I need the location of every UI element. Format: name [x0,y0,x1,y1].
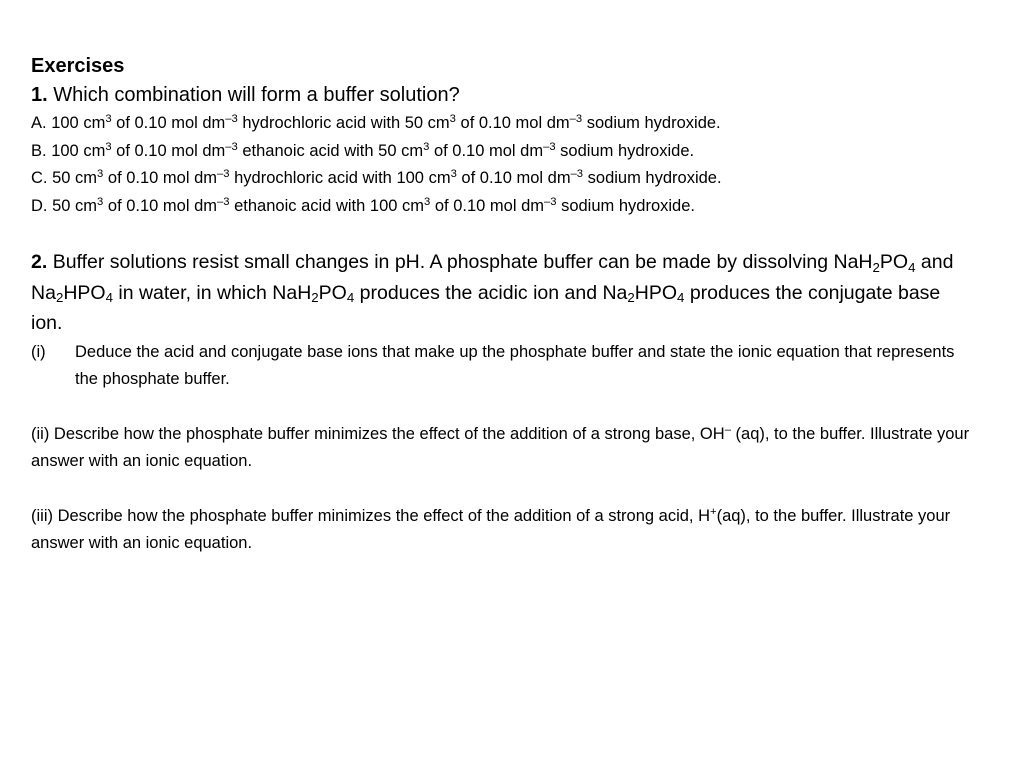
question-1-number: 1. [31,84,48,106]
slide-content [31,52,971,558]
part-i-label: (i) [31,342,46,361]
option-a: A. 100 $cm^3$ of 0.10 mol $dm^{-3}$ hydrochloric acid with 50 $cm^3$ of 0.10 mol $dm^{-3}$ sodium hydroxide. [31,113,721,132]
page-title: Exercises [31,55,125,77]
question-2-part-iii: (iii) Describe how the phosphate buffer minimizes the effect of the addition of a strong acid, H+(aq), to the buffer. Illustrate your answer with an ionic equation. [31,505,951,552]
part-i-text: Deduce the acid and conjugate base ions that make up the phosphate buffer and state the ionic equation that represents the phosphate buffer. [75,342,955,388]
question-1-title [31,80,971,110]
question-2-part-i [31,339,971,394]
option-d: D. 50 $cm^3$ of 0.10 mol $dm^{-3}$ ethanoic acid with 100 $cm^3$ of 0.10 mol $dm^{-3}$ sodium hydroxide. [31,195,695,215]
question-1-options [31,110,971,220]
question-2-number: 2. [31,251,48,273]
question-2-intro: 2. Buffer solutions resist small changes in pH. A phosphate buffer can be made by dissolving $NaH_2PO_4$ and $Na_2HPO_4$ in water, in which $NaH_2PO_4$ produces the acidic ion and $Na_2HPO_4$ produces the conjugate base ion. [31,251,954,334]
option-b: B. 100 $cm^3$ of 0.10 mol $dm^{-3}$ ethanoic acid with 50 $cm^3$ of 0.10 mol $dm^{-3}$ sodium hydroxide. [31,140,695,160]
question-1-text: Which combination will form a buffer solution? [53,84,460,106]
question-2-part-ii: (ii) Describe how the phosphate buffer minimizes the effect of the addition of a strong base, OH– (aq), to the buffer. Illustrate your answer with an ionic equation. [31,423,970,470]
option-c: C. 50 $cm^3$ of 0.10 mol $dm^{-3}$ hydrochloric acid with 100 $cm^3$ of 0.10 mol $dm^{-3}$ sodium hydroxide. [31,168,722,187]
